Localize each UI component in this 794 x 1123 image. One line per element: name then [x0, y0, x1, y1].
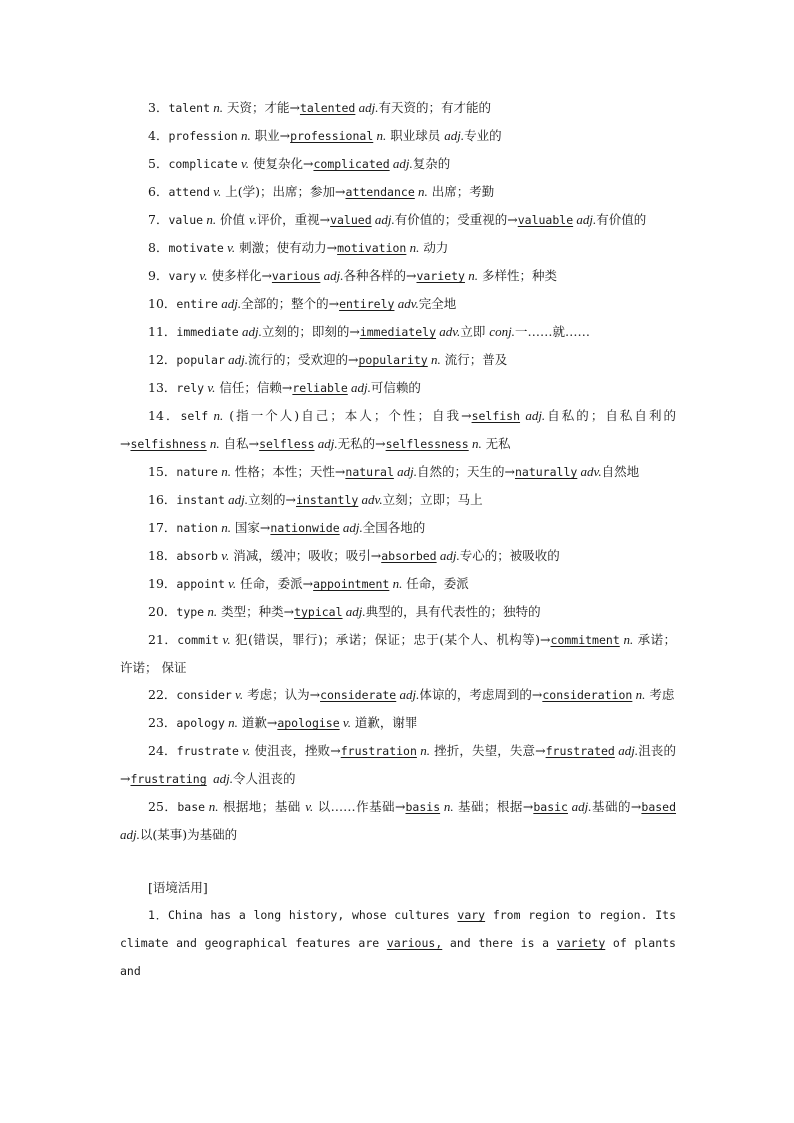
text-segment: 评价，重视→: [257, 212, 331, 227]
text-segment: 立即: [460, 324, 490, 339]
text-segment: v.: [210, 184, 222, 199]
underlined-answer: consideration: [542, 688, 633, 702]
text-segment: appoint: [176, 577, 225, 591]
text-segment: 令人沮丧的: [233, 771, 296, 786]
text-segment: instant: [176, 493, 225, 507]
text-segment: adj.: [396, 687, 420, 702]
text-segment: talent: [168, 101, 210, 115]
text-segment: 任命，委派: [402, 576, 469, 591]
text-segment: 体谅的，考虑周到的→: [419, 687, 543, 702]
text-segment: and there is a: [442, 936, 557, 950]
underlined-answer: complicated: [313, 157, 390, 171]
text-segment: 7．: [148, 212, 169, 227]
text-segment: v.: [237, 156, 250, 171]
text-segment: 18．: [148, 548, 177, 563]
text-segment: complicate: [168, 157, 238, 171]
text-segment: 专业的: [464, 128, 502, 143]
vocabulary-entry: [120, 94, 676, 122]
text-segment: 全国各地的: [362, 520, 426, 535]
text-segment: 考虑: [645, 687, 675, 702]
text-segment: 9．: [148, 268, 169, 283]
text-segment: 3．: [148, 100, 169, 115]
underlined-answer: valuable: [517, 213, 574, 227]
text-segment: adj.: [614, 743, 639, 758]
text-segment: n.: [203, 212, 217, 227]
underlined-answer: variety: [416, 269, 465, 283]
text-segment: 根据地；基础: [218, 799, 306, 814]
underlined-answer: talented: [299, 101, 356, 115]
text-segment: n.: [414, 184, 428, 199]
text-segment: 15．: [148, 464, 177, 479]
text-segment: 自然的；天生的→: [417, 464, 515, 479]
vocabulary-entry: [120, 626, 680, 681]
underlined-answer: appointment: [313, 577, 390, 591]
text-segment: n.: [237, 128, 251, 143]
text-segment: 可信赖的: [370, 380, 421, 395]
text-segment: nature: [176, 465, 218, 479]
text-segment: n.: [468, 436, 482, 451]
vocabulary-list: [120, 94, 680, 848]
text-segment: 11．: [148, 324, 177, 339]
text-segment: apology: [176, 716, 225, 730]
vocabulary-entry: [120, 178, 676, 206]
text-segment: n.: [210, 100, 223, 115]
text-segment: v.: [238, 743, 251, 758]
text-segment: 流行；普及: [440, 352, 508, 367]
text-segment: 自私的；自私自利的→: [120, 408, 677, 451]
underlined-answer: absorbed: [381, 549, 437, 563]
text-segment: n.: [217, 464, 231, 479]
text-segment: 流行的；受欢迎的→: [248, 352, 359, 367]
underlined-answer: frustrating: [130, 772, 207, 786]
text-segment: adj.: [444, 128, 465, 143]
text-segment: n.: [206, 436, 220, 451]
text-segment: 自然地: [601, 464, 640, 479]
vocabulary-entry: [120, 122, 676, 150]
text-segment: 使沮丧，挫败→: [250, 743, 341, 758]
text-segment: adj.: [355, 100, 379, 115]
text-segment: 无私的→: [337, 436, 386, 451]
underlined-answer: valued: [330, 213, 372, 227]
text-segment: 8．: [148, 240, 169, 255]
text-segment: of plants and: [120, 936, 676, 978]
text-segment: 任命，委派→: [236, 576, 314, 591]
text-segment: 上(学)；出席；参加→: [221, 184, 346, 199]
text-segment: 5．: [148, 156, 169, 171]
text-segment: 承诺； 许诺； 保证: [120, 632, 680, 675]
text-segment: n.: [464, 268, 478, 283]
vocabulary-entry: [120, 234, 676, 262]
text-segment: n.: [440, 799, 454, 814]
underlined-answer: apologise: [277, 716, 340, 730]
text-segment: n.: [205, 799, 219, 814]
underlined-answer: based: [641, 800, 677, 814]
text-segment: 刺激；使有动力→: [235, 240, 338, 255]
text-segment: n.: [208, 408, 224, 423]
text-segment: n.: [632, 687, 646, 702]
vocabulary-entry: [120, 150, 676, 178]
underlined-answer: selflessness: [385, 437, 469, 451]
vocabulary-entry: [120, 262, 676, 290]
text-segment: adj.: [573, 212, 597, 227]
text-segment: 一……就……: [514, 324, 590, 339]
text-segment: frustrate: [176, 744, 239, 758]
text-segment: 完全地: [418, 296, 457, 311]
vocabulary-entry: [120, 570, 676, 598]
text-segment: 1．China has a long history, whose cultures: [148, 908, 458, 922]
text-segment: adj.: [224, 492, 248, 507]
text-segment: 道歉，谢罪: [350, 715, 418, 730]
underlined-answer: nationwide: [270, 521, 340, 535]
text-segment: 各种各样的→: [343, 268, 417, 283]
text-segment: n.: [619, 632, 634, 647]
text-segment: adj.: [339, 520, 363, 535]
text-segment: 天资；才能→: [223, 100, 300, 115]
vocabulary-entry: [120, 318, 676, 346]
text-segment: adv.: [577, 464, 602, 479]
text-segment: v.: [305, 799, 314, 814]
text-segment: n.: [427, 352, 441, 367]
text-segment: adj.: [393, 464, 417, 479]
underlined-answer: considerate: [320, 688, 397, 702]
text-segment: consider: [176, 688, 232, 702]
text-segment: nation: [176, 521, 218, 535]
underlined-answer: instantly: [295, 493, 359, 507]
vocabulary-entry: [120, 290, 676, 318]
text-segment: 14．: [148, 408, 181, 423]
underlined-answer: motivation: [337, 241, 407, 255]
text-segment: conj.: [489, 324, 515, 339]
text-segment: self: [180, 409, 209, 423]
text-segment: 有价值的；受重视的→: [394, 212, 518, 227]
underlined-answer: entirely: [339, 297, 395, 311]
underlined-answer: basis: [405, 800, 441, 814]
text-segment: 沮丧的→: [120, 743, 676, 786]
text-segment: 类型；种类→: [217, 604, 295, 619]
text-segment: 立刻；立即；马上: [382, 492, 483, 507]
text-segment: adj.: [238, 324, 262, 339]
text-segment: 基础的→: [591, 799, 642, 814]
vocabulary-entry: [120, 709, 676, 737]
text-segment: 无私: [481, 436, 511, 451]
text-segment: 信任；信赖→: [215, 380, 293, 395]
text-segment: 典型的，具有代表性的；独特的: [365, 604, 541, 619]
underlined-answer: popularity: [358, 353, 428, 367]
vocabulary-entry: [120, 542, 676, 570]
text-segment: absorb: [176, 549, 218, 563]
text-segment: v.: [231, 687, 244, 702]
underlined-answer: various: [271, 269, 321, 283]
text-segment: n.: [204, 604, 218, 619]
underlined-answer: typical: [294, 605, 343, 619]
text-segment: 20．: [148, 604, 177, 619]
text-segment: adj.: [347, 380, 371, 395]
section-title: [语境活用]: [148, 880, 208, 895]
text-segment: from region to region. Its climate and geographical features are: [120, 908, 676, 950]
underlined-answer: basic: [533, 800, 568, 814]
text-segment: 24．: [148, 743, 177, 758]
text-segment: adv.: [358, 492, 383, 507]
text-segment: 职业球员: [386, 128, 445, 143]
text-segment: 复杂的: [412, 156, 451, 171]
text-segment: motivate: [168, 241, 224, 255]
text-segment: n.: [406, 240, 420, 255]
vocabulary-entry: [120, 681, 676, 709]
text-segment: adj.: [314, 436, 338, 451]
text-segment: 10．: [148, 296, 177, 311]
underlined-answer: naturally: [514, 465, 578, 479]
underlined-answer: vary: [457, 908, 486, 922]
underlined-answer: commitment: [550, 633, 620, 647]
text-segment: 有天资的；有才能的: [378, 100, 491, 115]
text-segment: popular: [176, 353, 225, 367]
vocabulary-entry: [120, 514, 676, 542]
vocabulary-entry: [120, 486, 676, 514]
underlined-answer: natural: [345, 465, 394, 479]
text-segment: 立刻的→: [248, 492, 296, 507]
text-segment: adj.: [206, 771, 234, 786]
text-segment: v.: [249, 212, 258, 227]
text-segment: adj.: [320, 268, 344, 283]
text-segment: 考虑；认为→: [243, 687, 321, 702]
underlined-answer: professional: [290, 129, 374, 143]
underlined-answer: frustration: [340, 744, 417, 758]
text-segment: adj.: [567, 799, 592, 814]
text-segment: v.: [223, 240, 236, 255]
text-segment: (指一个人)自己；本人；个性；自我→: [223, 408, 472, 423]
underlined-answer: reliable: [292, 381, 348, 395]
text-segment: 有价值的: [596, 212, 647, 227]
text-segment: 使多样化→: [207, 268, 272, 283]
vocabulary-entry: [120, 458, 676, 486]
text-segment: 职业→: [250, 128, 291, 143]
text-segment: entire: [176, 297, 218, 311]
text-segment: adj.: [224, 352, 248, 367]
underlined-answer: variety: [556, 936, 606, 950]
text-segment: immediate: [176, 325, 239, 339]
text-segment: value: [168, 213, 204, 227]
text-segment: 消减，缓冲；吸收；吸引→: [229, 548, 382, 563]
underlined-answer: selfless: [259, 437, 315, 451]
text-segment: 12．: [148, 352, 177, 367]
text-segment: 全部的；整个的→: [241, 296, 340, 311]
text-segment: 21．: [148, 632, 178, 647]
text-segment: 自私→: [219, 436, 260, 451]
text-segment: 以……作基础→: [313, 799, 406, 814]
text-segment: 挫折，失望，失意→: [430, 743, 546, 758]
text-segment: adj.: [436, 548, 460, 563]
underlined-answer: various,: [386, 936, 443, 950]
text-segment: adj.: [120, 799, 680, 842]
text-segment: 立刻的；即刻的→: [261, 324, 360, 339]
text-segment: 23．: [148, 715, 177, 730]
text-segment: commit: [177, 633, 219, 647]
text-segment: 性格；本性；天性→: [230, 464, 346, 479]
text-segment: n.: [217, 520, 231, 535]
text-segment: n.: [389, 576, 403, 591]
text-segment: vary: [168, 269, 197, 283]
vocabulary-entry: [120, 737, 676, 793]
text-segment: rely: [176, 381, 205, 395]
text-segment: v.: [218, 632, 231, 647]
text-segment: v.: [224, 576, 237, 591]
text-segment: v.: [196, 268, 208, 283]
underlined-answer: immediately: [359, 325, 436, 339]
text-segment: 22．: [148, 687, 177, 702]
vocabulary-entry: [120, 206, 676, 234]
text-segment: 价值: [216, 212, 250, 227]
text-segment: 19．: [148, 576, 177, 591]
text-segment: adj.: [342, 604, 366, 619]
text-segment: 以(某事)为基础的: [139, 827, 238, 842]
text-segment: 13．: [148, 380, 177, 395]
text-segment: 国家→: [230, 520, 271, 535]
text-segment: 专心的；被吸收的: [459, 548, 560, 563]
text-segment: 多样性；种类: [477, 268, 557, 283]
text-segment: attend: [168, 185, 210, 199]
practice-list: [120, 901, 676, 985]
text-segment: n.: [373, 128, 387, 143]
vocabulary-entry: [120, 402, 676, 458]
vocabulary-entry: [120, 346, 676, 374]
text-segment: 犯(错误，罪行)；承诺；保证；忠于(某个人、机构等)→: [230, 632, 551, 647]
text-segment: n.: [416, 743, 431, 758]
text-segment: adj.: [389, 156, 413, 171]
text-segment: adj.: [217, 296, 242, 311]
text-segment: base: [177, 800, 206, 814]
text-segment: v.: [339, 715, 351, 730]
vocabulary-entry: [120, 374, 676, 402]
text-segment: 出席；考勤: [427, 184, 495, 199]
text-segment: 使复杂化→: [249, 156, 314, 171]
text-segment: v.: [217, 548, 230, 563]
underlined-answer: attendance: [345, 185, 415, 199]
text-segment: 4．: [148, 128, 169, 143]
underlined-answer: selfishness: [130, 437, 207, 451]
text-segment: profession: [168, 129, 238, 143]
vocabulary-entry: [120, 598, 676, 626]
text-segment: v.: [204, 380, 216, 395]
underlined-answer: selfish: [471, 409, 521, 423]
text-segment: type: [176, 605, 205, 619]
text-segment: 6．: [148, 184, 169, 199]
text-segment: adj.: [371, 212, 395, 227]
text-segment: adv.: [436, 324, 461, 339]
document-content: [120, 94, 680, 985]
text-segment: 17．: [148, 520, 177, 535]
text-segment: n.: [224, 715, 238, 730]
text-segment: adv.: [394, 296, 419, 311]
text-segment: 基础；根据→: [453, 799, 534, 814]
text-segment: 道歉→: [237, 715, 278, 730]
text-segment: 动力: [419, 240, 449, 255]
vocabulary-entry: [120, 793, 680, 848]
text-segment: 16．: [148, 492, 177, 507]
practice-item: [120, 901, 676, 985]
underlined-answer: frustrated: [545, 744, 615, 758]
text-segment: 25．: [148, 799, 178, 814]
text-segment: adj.: [520, 408, 546, 423]
